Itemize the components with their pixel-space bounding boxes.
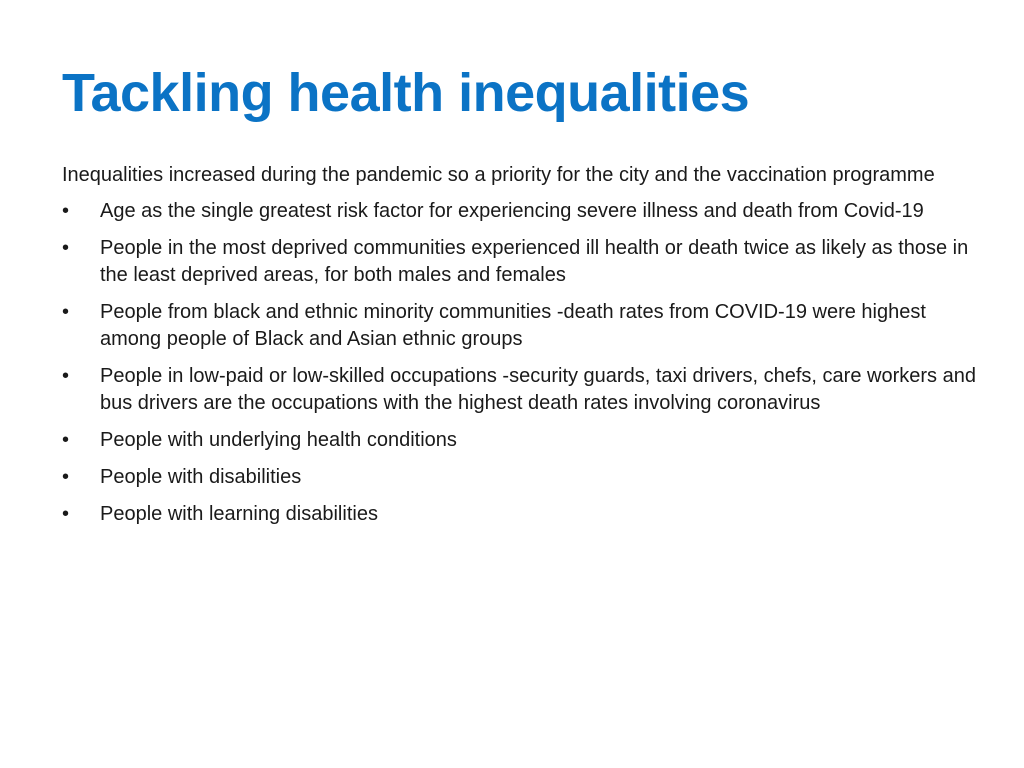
bullet-item bbox=[62, 427, 982, 454]
slide-body bbox=[62, 162, 982, 538]
bullet-text: People in low-paid or low-skilled occupations -security guards, taxi drivers, chefs, care workers and bus drivers are the occupations with the highest death rates involving coronavirus bbox=[100, 365, 976, 414]
bullet-item bbox=[62, 235, 982, 289]
bullet-text: Age as the single greatest risk factor for experiencing severe illness and death from Covid-19 bbox=[100, 200, 924, 222]
bullet-marker: • bbox=[62, 429, 70, 451]
bullet-item bbox=[62, 198, 982, 225]
bullet-marker: • bbox=[62, 200, 70, 222]
bullet-item bbox=[62, 501, 982, 528]
bullet-text: People in the most deprived communities experienced ill health or death twice as likely as those in the least deprived areas, for both males and females bbox=[100, 237, 969, 286]
bullet-marker: • bbox=[62, 466, 70, 488]
bullet-item bbox=[62, 299, 982, 353]
bullet-marker: • bbox=[62, 301, 70, 323]
bullet-text: People with disabilities bbox=[100, 466, 302, 488]
bullet-text: People with learning disabilities bbox=[100, 503, 378, 525]
bullet-text: People from black and ethnic minority communities -death rates from COVID-19 were highest among people of Black and Asian ethnic groups bbox=[100, 301, 926, 350]
bullet-text: People with underlying health conditions bbox=[100, 429, 457, 451]
bullet-item bbox=[62, 464, 982, 491]
bullet-list bbox=[62, 198, 982, 528]
intro-paragraph: Inequalities increased during the pandemic so a priority for the city and the vaccination programme bbox=[62, 164, 935, 186]
bullet-marker: • bbox=[62, 503, 70, 525]
slide-title: Tackling health inequalities bbox=[62, 63, 750, 123]
bullet-marker: • bbox=[62, 237, 70, 259]
bullet-marker: • bbox=[62, 365, 70, 387]
bullet-item bbox=[62, 363, 982, 417]
